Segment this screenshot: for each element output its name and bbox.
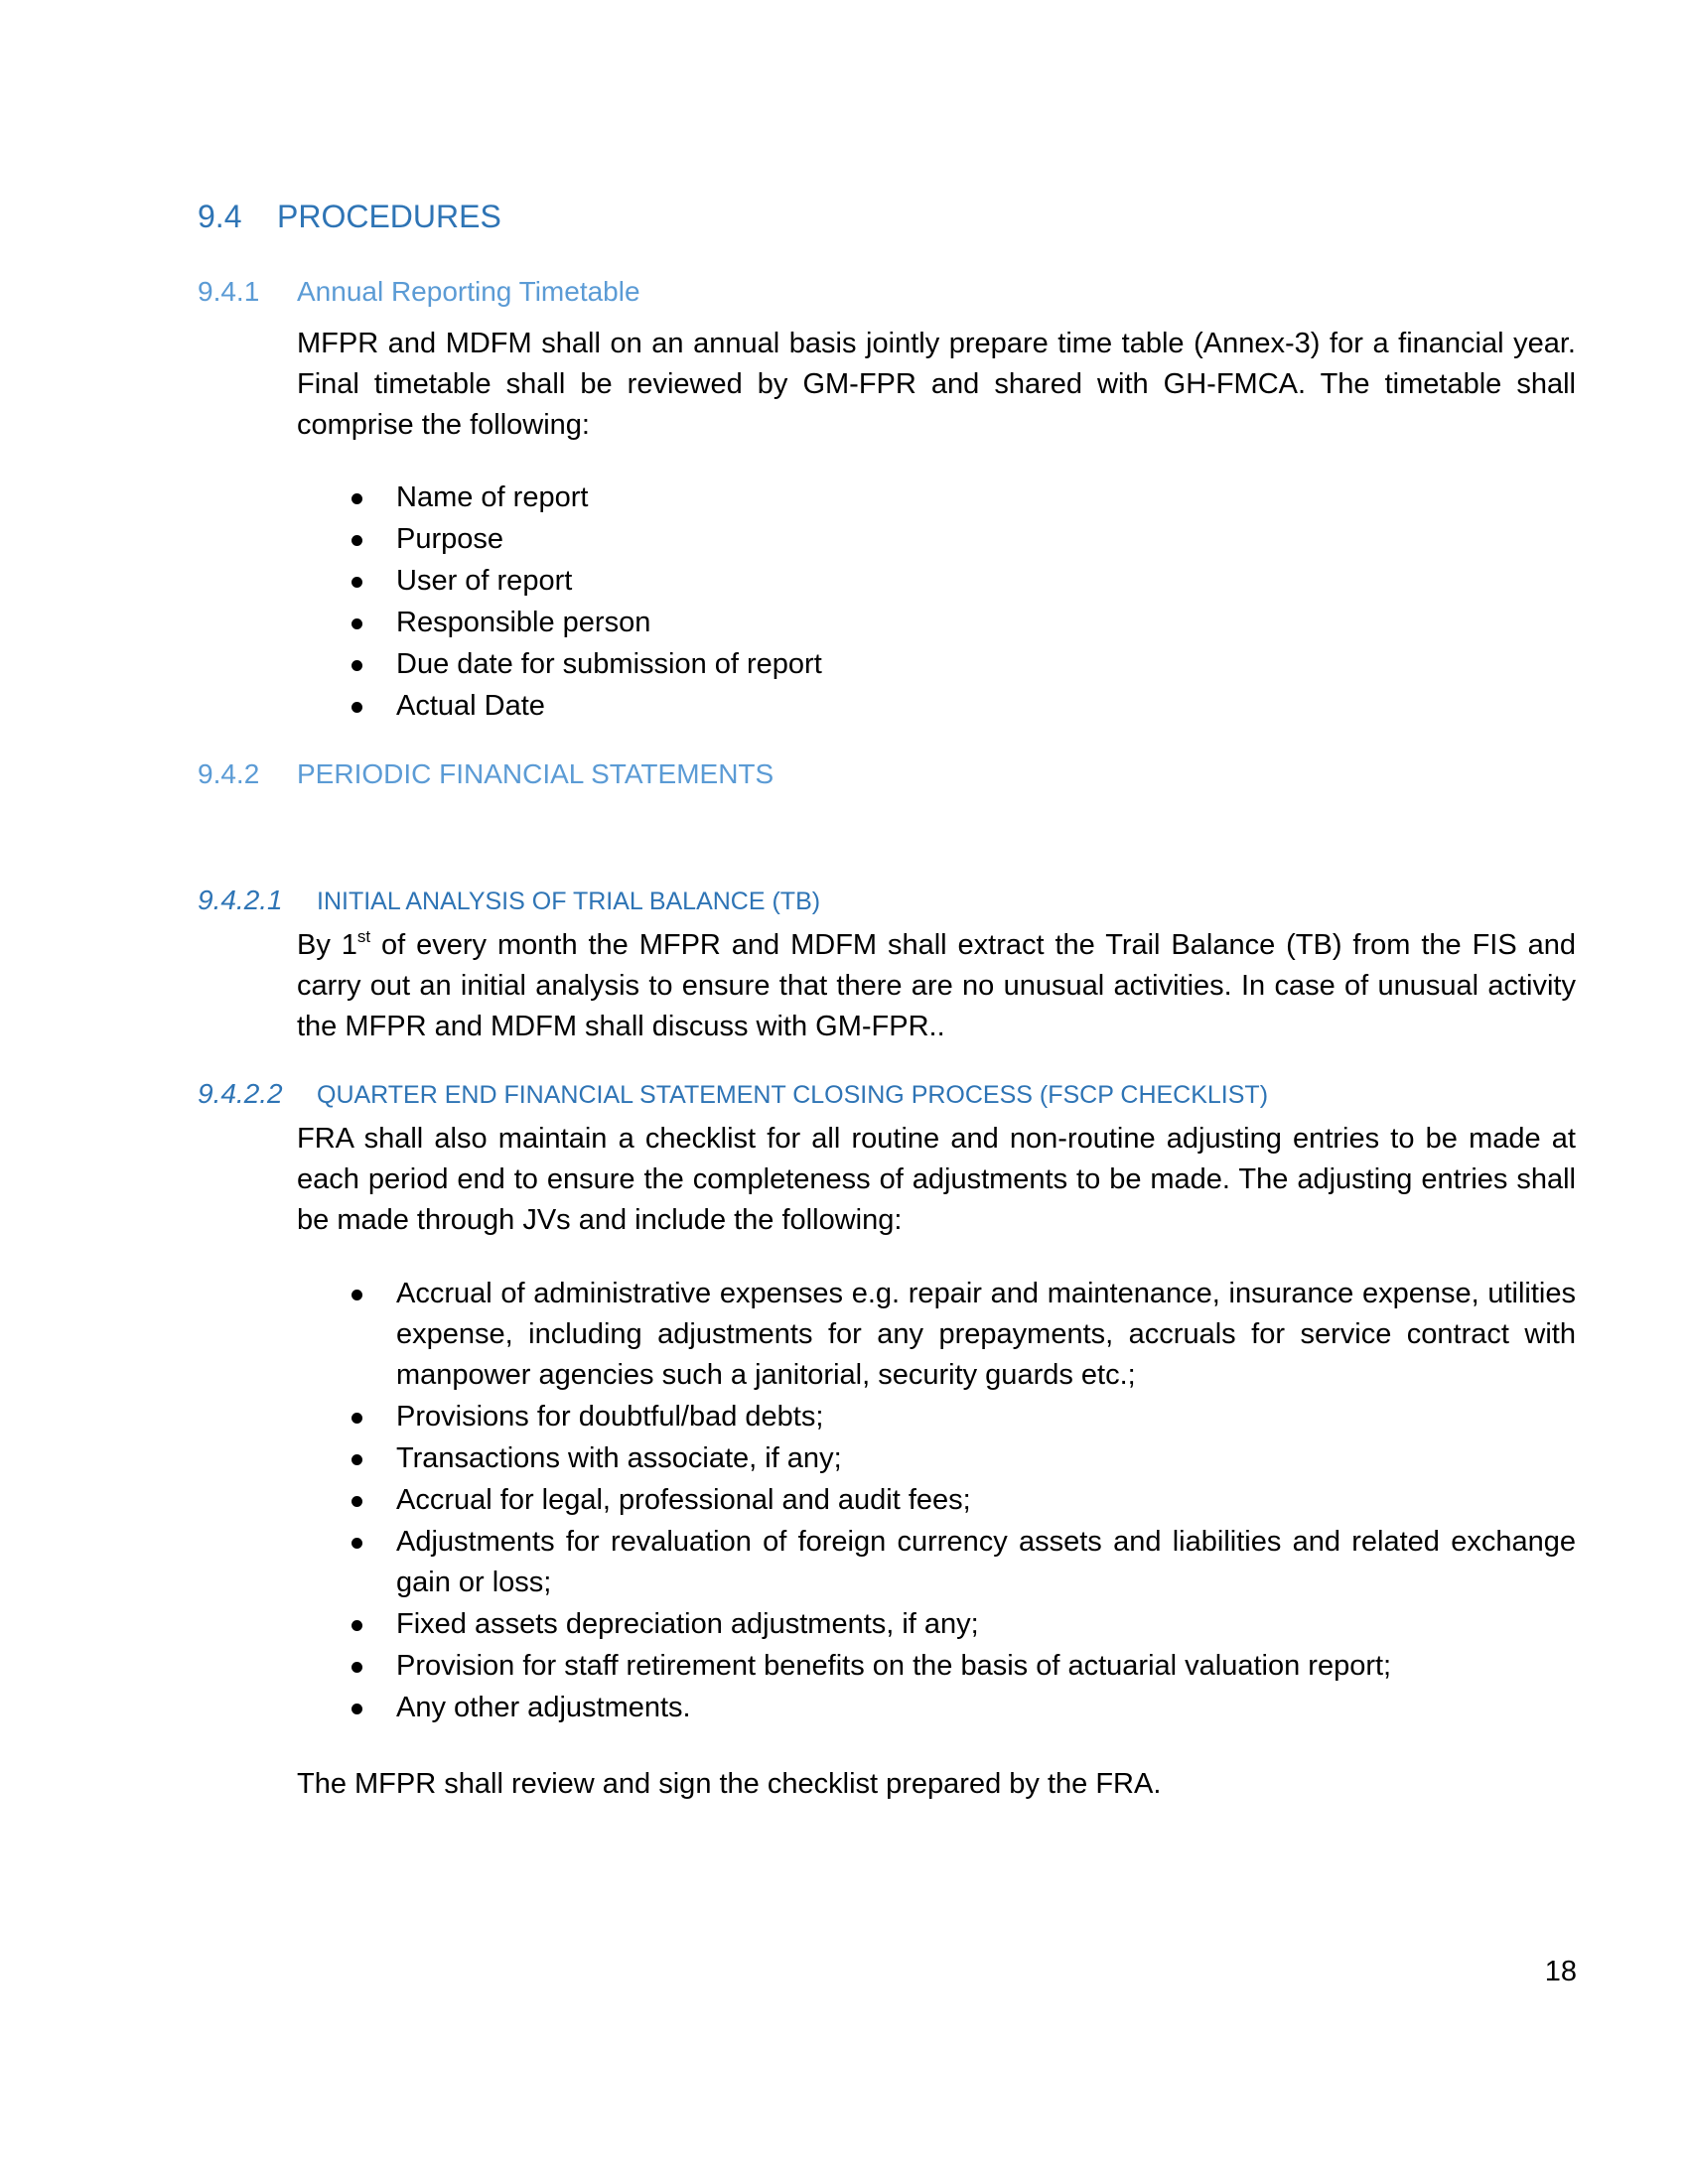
- subsubsection-number: 9.4.2.2: [198, 1078, 283, 1109]
- subsubsection-heading-trial-balance: [198, 885, 820, 916]
- subsection-title: Annual Reporting Timetable: [297, 276, 640, 307]
- bullet-icon: [352, 1662, 362, 1673]
- timetable-paragraph: MFPR and MDFM shall on an annual basis jointly prepare time table (Annex-3) for a financial year. Final timetable shall be reviewed by GM-FPR and shared with GH-FMCA. The timetable shall comprise the following:: [297, 328, 1576, 441]
- list-item: Fixed assets depreciation adjustments, if any;: [297, 1604, 1576, 1645]
- list-item: Adjustments for revaluation of foreign currency assets and liabilities and related exchange gain or loss;: [297, 1522, 1576, 1603]
- subsection-title: PERIODIC FINANCIAL STATEMENTS: [297, 758, 774, 789]
- adjusting-entries-list: [297, 1274, 1576, 1729]
- list-item: User of report: [297, 561, 1576, 602]
- list-item: Provision for staff retirement benefits on the basis of actuarial valuation report;: [297, 1646, 1576, 1687]
- bullet-icon: [352, 1620, 362, 1631]
- subsection-heading-periodic-statements: [198, 758, 774, 790]
- list-item: Accrual of administrative expenses e.g. repair and maintenance, insurance expense, utilities expense, including adjustments for any prepayments, accruals for service contract with manpower agencies such a janitorial, security guards etc.;: [297, 1274, 1576, 1396]
- bullet-icon: [352, 702, 362, 713]
- subsubsection-number: 9.4.2.1: [198, 885, 283, 915]
- trial-balance-paragraph: By 1st of every month the MFPR and MDFM shall extract the Trail Balance (TB) from the FIS and carry out an initial analysis to ensure that there are no unusual activities. In case of unusual activity the MFPR and MDFM shall discuss with GM-FPR..: [297, 927, 1576, 1042]
- section-number: 9.4: [198, 199, 242, 234]
- list-item: Due date for submission of report: [297, 644, 1576, 685]
- bullet-icon: [352, 1290, 362, 1300]
- list-item: Purpose: [297, 519, 1576, 560]
- bullet-icon: [352, 1496, 362, 1507]
- bullet-icon: [352, 660, 362, 671]
- page-number: 18: [1544, 1956, 1577, 1987]
- bullet-icon: [352, 1413, 362, 1424]
- list-item: Responsible person: [297, 603, 1576, 643]
- subsection-number: 9.4.2: [198, 758, 260, 789]
- bullet-icon: [352, 493, 362, 504]
- bullet-icon: [352, 535, 362, 546]
- list-item: Transactions with associate, if any;: [297, 1438, 1576, 1479]
- closing-paragraph: The MFPR shall review and sign the checklist prepared by the FRA.: [297, 1768, 1162, 1800]
- bullet-icon: [352, 577, 362, 588]
- list-item: Actual Date: [297, 686, 1576, 727]
- list-item: Accrual for legal, professional and audit fees;: [297, 1480, 1576, 1521]
- section-title: PROCEDURES: [277, 199, 501, 234]
- bullet-icon: [352, 618, 362, 629]
- bullet-icon: [352, 1704, 362, 1714]
- bullet-icon: [352, 1538, 362, 1549]
- list-item: Provisions for doubtful/bad debts;: [297, 1397, 1576, 1437]
- subsection-number: 9.4.1: [198, 276, 260, 307]
- list-item: Any other adjustments.: [297, 1688, 1576, 1728]
- subsubsection-title: QUARTER END FINANCIAL STATEMENT CLOSING PROCESS (FSCP CHECKLIST): [317, 1081, 1269, 1109]
- timetable-items-list: [297, 478, 1576, 728]
- subsubsection-heading-fscp: [198, 1078, 1268, 1110]
- subsubsection-title: INITIAL ANALYSIS OF TRIAL BALANCE (TB): [317, 887, 821, 915]
- fscp-paragraph: FRA shall also maintain a checklist for all routine and non-routine adjusting entries to be made at each period end to ensure the completeness of adjustments to be made. The adjusting entries shall be made through JVs and include the following:: [297, 1123, 1576, 1236]
- subsection-heading-annual-timetable: [198, 276, 640, 308]
- list-item: Name of report: [297, 478, 1576, 518]
- bullet-icon: [352, 1454, 362, 1465]
- section-heading: [198, 199, 501, 235]
